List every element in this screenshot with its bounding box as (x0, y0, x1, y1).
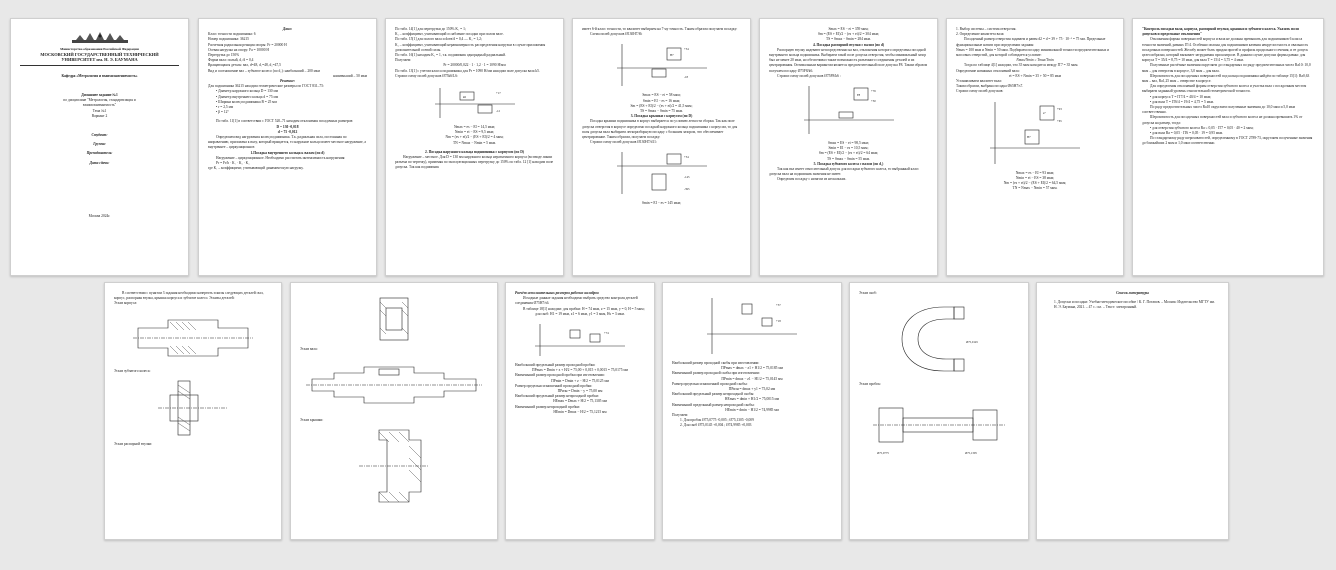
calc-line: Nm = (es + ei)/2 − (ES + EI)/2 = 64,5 мкм; (1003, 181, 1067, 186)
list-item: • для вала T = IT6/4 = 19/4 = 4,75 = 5 мкм. (1142, 100, 1314, 105)
deviation: D = 130 -0,018 (276, 124, 299, 129)
group-label: Группа: (93, 142, 106, 147)
text-line: По табл. 13[1] с учетом класса подшипника для Pr = 1090 Н/мм находим поле допуска вала k5. (395, 68, 540, 73)
calc-line: Наибольший предельный размер непроходной пробки: (515, 394, 599, 399)
page-3-calc (385, 18, 564, 276)
paragraph: Для определения отклонений формы отверстия зубчатого колеса и участка вала с посадочным местом выбираем заданный уровень относительной геометрической точности. (1142, 84, 1307, 94)
paragraph: Нагружение – местное. Для D = 130 мм наружного кольца неразъемного корпуса (во вводе линии разъема по чертежу), применяя по эксплуатационных перегрузку до 150% по табл. 12 [1] находим поле допуска. Так как подшипник (395, 155, 554, 170)
given-line: Номер подшипника: 36215 (208, 37, 249, 42)
svg-text:s7: s7 (1043, 110, 1046, 115)
svg-text:k6: k6 (462, 95, 466, 100)
text-line: K₂ – коэффициент, учитывающий ослабление посадки при полом вале. (395, 32, 504, 37)
calc-line: Sm = (ES + EI)/2 − (es + ei)/2 = 41,5 мкм; (630, 103, 693, 108)
page-1-title (10, 18, 189, 276)
dimension-item: • Диаметр внутреннего кольца d = 75 мм (208, 95, 367, 100)
calc-line: Наибольший размер проходной скобы при изготовлении: (672, 361, 760, 365)
calc-line: ПРmin = Dmin + z − H/2 = 75,0125 мм (551, 378, 609, 383)
paragraph: По ряду предпочтительных чисел Ra10 округляем полученные значения до 10,0 мкм и 5,0 мкм соответственно. (1142, 105, 1296, 115)
svg-text:H7: H7 (669, 53, 674, 58)
paragraph: Шероховатость для посадочных поверхностей под кольца подшипника найдём по таблице 15[1]: Ra0,63 мкм – вал, Ra1,25 мкм – отверстие в корпусе. (1142, 73, 1310, 84)
list-item: • для корпуса T = IT7/4 = 40/4 = 10 мкм; (1142, 95, 1314, 100)
paragraph: где K₁ – коэффициент, учитывающий динамическую нагрузку. (208, 166, 304, 171)
page-8-sketches (104, 282, 282, 540)
svg-text:+30: +30 (870, 99, 876, 104)
page-12-gauge-sketches (849, 282, 1029, 540)
svg-text:-18: -18 (683, 75, 688, 80)
calc-line: Smin = EI − es = 10,5 мкм; (828, 146, 869, 151)
text-line: Строим схему полей допусков Ø130H7/d11: (590, 140, 657, 145)
calc-line: НЕmin = Dmax − H/2 = 75,1215 мм (553, 409, 607, 414)
university-line-1: МОСКОВСКИЙ ГОСУДАРСТВЕННЫЙ ТЕХНИЧЕСКИЙ (40, 51, 159, 57)
gauge-tolerance-figure (702, 294, 802, 358)
calc-line: Наименьший предельный размер непроходной скобы: (672, 402, 755, 407)
paragraph: Исходные данные задания необходимо выбрать средство контроля деталей соединения Ø75H7/s6. (515, 296, 638, 306)
text-line: По табл. 14[1] для перегрузки до 150% K₁ = 1; (395, 27, 466, 31)
discipline-1: по дисциплине "Метрология, стандартизация и (63, 98, 136, 103)
calc-line: Наибольший предельный размер непроходной скобы: (672, 392, 755, 397)
calc-line: TN = Nmax − Nmin = 5 мкм. (452, 140, 497, 145)
calc-line: Наименьший размер проходной пробки при изготовлении: (515, 373, 605, 378)
text-line: По табл. 15[1] для полого вала и dотв/d = 0,4 — K₂ = 1,2; (395, 37, 482, 42)
paragraph: Нагружение – циркуляционное. Необходимо рассчитать интенсивность нагружения: (216, 155, 346, 160)
svg-text:H7: H7 (1027, 134, 1031, 139)
svg-text:+74: +74 (604, 331, 609, 336)
caption-plug-gauge: Эскиз пробок: (859, 382, 881, 387)
solution-intro: Для подшипника 36215 находим геометрические размеры по ГОСТ 831–75: (208, 84, 325, 89)
dimension-item: • β = 12° (208, 110, 367, 115)
paragraph: По табл. 11[1] в соответствии с ГОСТ 520–71 находим отклонения посадочных размеров: (216, 119, 354, 124)
caption-gear: Эскиз зубчатого колеса: (114, 368, 151, 373)
calc-line: Smax = ES − ei = 58 мкм; (642, 93, 681, 98)
text-line: Схема полей допусков Ø130H7/l6: (590, 32, 643, 37)
given-line: Класс точности подшипника: 6 (208, 32, 256, 37)
deviation: d = 75 -0,012 (277, 129, 298, 134)
solution-heading: Решение: (279, 79, 296, 84)
student-label: Студент: (91, 133, 108, 137)
svg-text:+65: +65 (1057, 118, 1062, 123)
caption-sleeve: Эскиз распорной втулки: (114, 441, 153, 446)
caption-cover: Эскиз крышки: (300, 418, 324, 423)
university-line-2: УНИВЕРСИТЕТ им. Н. Э. БАУМАНА (61, 57, 138, 63)
plug-gauge-dim-2: Ø75,1305 (965, 451, 977, 456)
svg-text:+18: +18 (776, 319, 781, 323)
calc-line: Получаем: (672, 413, 689, 418)
gear-sketch (148, 377, 238, 439)
text-line: Устанавливаем квалитет вала: (956, 79, 1002, 84)
svg-text:-145: -145 (683, 175, 689, 180)
text-line: Получаем: (395, 58, 412, 63)
section-heading: "Контроль посадки вала, корпуса, распорной втулки, крышки и зубчатого колеса. Указать поля допусков и предельные отклонения" (1142, 27, 1299, 37)
page-2-given (198, 18, 377, 276)
subheading: 5. Посадка зубчатого колеса с валом (по d₂) (813, 161, 884, 166)
svg-text:+54: +54 (683, 47, 689, 52)
snap-gauge-sketch (884, 299, 994, 379)
given-line: Форма вала: полый, d₁/d = 0,4 (208, 58, 254, 63)
calc-line: Nm = (es + ei)/2 − (ES + EI)/2 = 4 мкм; (445, 135, 504, 140)
given-line: наименьший – 50 мкм (333, 73, 367, 78)
page-7-control (1132, 18, 1324, 276)
dimension-item: • Ширина колец подшипника B = 25 мм (208, 100, 367, 105)
page-5-calc (759, 18, 938, 276)
university-logo (70, 31, 130, 45)
svg-text:+17: +17 (495, 91, 501, 96)
formula: Nmax/Nmin ≥ Tmax/Tmin (1016, 58, 1054, 63)
calc-line: НЕmax = dmin + H1/2 = 75,0015 мм (724, 397, 780, 402)
paragraph: В соответствии с пунктом 3 задания необходимо начертить эскизы следующих деталей: вал, корпус, распорная втулка, крышка корпуса и зубчатое колесо. Эскизы деталей: (114, 291, 264, 301)
text-line: Строим схему полей допусков Ø75k6/L6: (395, 73, 459, 78)
calc-line: Smin = EI − es = 145 мкм; (641, 201, 682, 206)
text-line: Определение натяжных отклонений вала: (956, 68, 1020, 73)
formula: Pr = Fr/b · K₁ · K₂ · K₃ (216, 161, 250, 166)
title-divider (20, 65, 179, 66)
calc-line: Nmin = ei − ES = 9,5 мкм; (454, 130, 495, 135)
caption-shaft: Эскиз вала: (300, 347, 318, 351)
formula: ei = ES + Nmin = 35 + 50 = 85 мкм (1008, 73, 1062, 78)
text-line: 1. Выбор системы – система отверстия. (956, 27, 1017, 31)
snap-gauge-dim: Ø75,0145 (966, 340, 978, 345)
calc-line: НЕmin = dmin − H1/2 = 74,9985 мм (725, 407, 779, 412)
calc-line: Smax = ES − ei = 98,5 мкм; (828, 141, 869, 146)
text-line: Строим схему полей допусков Ø75F8/k6 : (777, 73, 841, 78)
formula: Pr = 20000/0,022 · 1 · 1,2 · 1 = 1090 Н/мм (443, 63, 506, 68)
calc-line: Размер предельно изношенной проходной пробки: (515, 383, 593, 388)
sleeve-sketch (364, 294, 424, 344)
dimension-item: • Диаметр наружного кольца D = 130 мм (208, 89, 367, 94)
calc-line: ПРmax = Dmin + z + H/2 = 75,00 + 0,015 + 0,0015 = 75,0175 мм (532, 368, 628, 373)
paragraph: Распорную втулку надевают непосредственно на вал, отклонения которого определены посадкой внутреннего кольца подшипника. Выбираем такой поле допуска отверстия, чтобы минимальный зазор был не менее 20 мкм, но обеспечивал также возможность разъемного соединения деталей и их центрирования. Оптимальным вариантом является предпочтительный поле допуска F8. Таким образом получаем посадку Ø75F8/k6. (769, 47, 928, 73)
shaft-sketch (304, 355, 484, 415)
section-heading: Расчёт исполнительных размеров рабочих калибров (515, 291, 599, 295)
svg-text:+54: +54 (683, 155, 689, 160)
paragraph: Шероховатость для посадочных поверхностей вала и зубчатого колеса не должна превышать 1% от допуска на размер, тогда: (1142, 115, 1303, 125)
paragraph: Определим посадку с натягом из нескольких. (777, 177, 847, 182)
text-line: имеет 6-й класс точности, то квалитет выбираем на 7-ну точность. Таким образом получаем посадку: (582, 27, 738, 31)
text-line: Строим схему полей допусков: (956, 89, 1004, 94)
calc-line: Размер предельно изношенной проходной скобы: (672, 381, 748, 386)
tolerance-scheme-figure (612, 148, 712, 198)
variant: Вариант 2 (91, 113, 108, 118)
calc-line: Sm = (ES + EI)/2 − (es + ei)/2 = 304 мкм; (817, 32, 880, 37)
calc-line: Наименьший размер непроходной пробки: (515, 404, 581, 409)
calc-line: 2. Для скоб Ø75,0145 +0,004 ; Ø74,9985 +0,003 (680, 423, 752, 428)
tolerance-scheme-figure (612, 40, 712, 90)
paragraph: Определяем вид нагружения колец подшипника. Т.к. радиальная сила, постоянная по направлению, приложена к валу, который вращается, то наружное кольцо имеет местное нагружение, а внутреннее – циркуляционное. (208, 135, 366, 150)
tolerance-scheme-figure (430, 82, 520, 122)
text-line: K₃ – коэффициент, учитывающий неравномерность распределения нагрузки в случае приложения дополнительной осевой силы. (395, 42, 546, 52)
city-year: Москва 2024г. (88, 213, 111, 218)
calc-line: ПРmax = dmax − z1 + H1/2 = 75,0185 мм (721, 366, 783, 371)
calc-line: Nmax = es − EI = 14,5 мкм; (453, 125, 496, 130)
calc-line: ПРизн = Dmin − y = 75,00 мм (557, 389, 603, 394)
given-line: Вид и соотношение вал – зубчатое колесо (по d₂): наибольший – 200 мкм (208, 68, 320, 73)
text-line: По табл. 16[1] находим K₃ = 1, т.к. подшипник однорядный радиальный. (395, 53, 506, 58)
page-9-sketches (290, 282, 498, 540)
calc-line: TS = Smax − Smin = 55 мкм. (826, 156, 871, 161)
page-11-gauges (662, 282, 842, 540)
tolerance-scheme-figure (985, 98, 1085, 168)
svg-text:-12: -12 (495, 109, 500, 114)
given-line: Перегрузка до 150% (208, 53, 240, 58)
given-line: Осевая нагрузка на опору: Fa = 10000 Н (208, 47, 269, 52)
tolerance-scheme-figure (799, 82, 899, 138)
text-line: 2. Определение квалитета вала: (956, 32, 1005, 37)
calc-line: Наибольший предельный размер проходной пробки: (515, 363, 596, 368)
paragraph: По стандартному ряду шероховатостей, определенному в ГОСТ 2789-73, округляем полученные значения до ближайших 2 мкм и 1,0 мкм соответственно. (1142, 136, 1313, 146)
gauge-tolerance-figure (530, 320, 630, 360)
dimension-item: • r = 2,5 мм (208, 105, 367, 110)
task-number: Тема №1 (92, 108, 107, 113)
given-heading: Дано: (282, 27, 293, 31)
caption-housing: Эскиз корпуса: (114, 301, 138, 306)
text-line: Таким образом, выбрана посадка Ø65H7/s7. (956, 84, 1024, 89)
text-line: Тогда по таблице 4[1] находим, что 35 мкм находится между IT7 = 35 мкм. (964, 63, 1079, 68)
calc-line: Smax = ES − ei = 359 мкм; (828, 27, 869, 31)
department: Кафедра «Метрология и взаимозаменяемость» (61, 73, 138, 78)
ministry: Министерство образования Российской Федерации (60, 47, 139, 51)
calc-line: Sm = (ES + EI)/2 − (es + ei)/2 = 64 мкм; (818, 151, 879, 156)
page-10-gauges (505, 282, 655, 540)
paragraph: Посадка крышки подшипника в корпус выбирается по условию легкости сборки. Так как поле допуска отверстия в корпусе определено посадкой наружного кольца подшипника с корпусом, то для поля допуска вала выбираем легкоразборную посадку с большим зазором, что обеспечивает центрирование. Таким образом, получаем посадку: (582, 119, 738, 140)
plug-gauge-sketch (869, 390, 1009, 460)
list-item: • для отверстия зубчатого колеса Ra ≤ 0,05 · IT7 = 0,05 · 40 = 2 мкм; (1142, 126, 1314, 131)
subheading: 4. Посадка распорной втулки с валом (по d) (812, 42, 885, 47)
page-6-calc (946, 18, 1124, 276)
list-item: • для вала Ra = 0,05 · IT6 = 0,05 · 19 = 0,95 мкм. (1142, 131, 1314, 136)
plug-gauge-dim-1: Ø75,0775 (877, 451, 889, 456)
calc-line: TS = Smax − Smin = 284 мкм. (826, 37, 871, 42)
assignment-title: Домашнее задание №1 (81, 92, 118, 97)
subheading: 3. Посадка крышки с корпусом (по D) (630, 114, 693, 119)
caption-snap-gauge: Эскиз скоб: (859, 291, 877, 295)
calc-line: Nmax = es − EI = 93 мкм; (1015, 170, 1055, 175)
given-line: Вращающаяся деталь: вал, d=48, d₁=48, d₂=47,5 (208, 63, 281, 68)
discipline-2: взаимозаменяемость" (82, 103, 117, 108)
teacher-label: Преподаватель: (86, 151, 113, 156)
calc-line: Smin = EI − es = 16 мкм; (642, 98, 681, 103)
calc-line: ПРизн = dmax + y1 = 75,02 мм (728, 387, 776, 392)
calc-line: ПРmin = dmax − z1 − H1/2 = 75,0145 мм (721, 376, 783, 381)
given-line: Расчетная радиальная реакция опоры: Fr = 20000 Н (208, 42, 287, 47)
housing-sketch (128, 310, 258, 366)
page-13-references (1036, 282, 1229, 540)
paragraph: Так как вал имеет относительный допуск для посадки зубчатого колеса, то выбранный класс допуска вала на подшипник значения не имеет. (769, 167, 919, 177)
calc-line: 1. Для пробок Ø75,0775 -0,005 ; Ø75,1305 -0,009 (680, 418, 754, 423)
svg-text:-395: -395 (683, 187, 689, 192)
calc-line: Наименьший размер проходной скобы при изготовлении: (672, 371, 760, 376)
subheading: 1.Посадка внутреннего кольца к валам (по d) (250, 150, 325, 155)
calc-line: TN = Nmax − Nmin = 57 мкм. (1012, 186, 1058, 191)
svg-text:+93: +93 (1057, 106, 1062, 111)
references-heading: Список литературы (1116, 291, 1149, 295)
subheading: 2. Посадка наружного кольца подшипника с корпусом (по D) (425, 149, 524, 154)
page-4-calc (572, 18, 751, 276)
paragraph: В таблице 18[1] находим: для пробки: H = 74 мкм, z = 15 мкм, y = 0, H = 5 мкм; (523, 306, 645, 311)
calc-line: TS = Smax − Smin = 75 мкм. (639, 109, 684, 114)
paragraph: для скоб: H1 = 19 мкм, z1 = 6 мкм, y1 = 3 мкм, Hs = 3 мкм. (535, 311, 625, 316)
svg-text:+37: +37 (776, 303, 781, 307)
svg-text:F8: F8 (856, 93, 860, 98)
cover-sketch (349, 426, 439, 506)
reference-item: 1. Допуски и посадки: Учебно-методическое пособие / К. Г. Потапов. – Москва: Издательство МГТУ им. Н. Э. Баумана, 2021. – 47 с.: ил. – Текст: электронный. (1054, 300, 1215, 310)
paragraph: Nmax = 100 мкм и Nmin = 50 мкм. Подбираем посадку минимальной точности предпочтительных и массовых отверстий, для которой соблюдается условие: (956, 47, 1110, 58)
svg-text:+76: +76 (870, 89, 876, 94)
paragraph: Отклонения формы поверхностей корпуса и вала не должны превышать для подшипников 6 класса точности значений, равных IT/4. Особенно опасны для подшипников качения некруглостность и овальность посадочных поверхностей. Желобу может быть придан прогиб и профиль продольного сечения, и ее допуск целесообразно, который вызывает затруднения при контроле. В данном случае допуски формы равны: для корпуса T = 35/4 = 8,75 = 10 мкм, для вала T = 15/4 = 3,75 = 4 мкм. (1142, 37, 1309, 63)
paragraph: Посадочный размер отверстия задаваем и равен d2 = d = 39 + 75 · 10⁻³ = 75 мм. Предельные функциональные натяги при определении задания: (956, 37, 1106, 47)
calc-line: НЕmax = Dmax + H/2 = 75,1305 мм (553, 399, 607, 404)
paragraph: Полученные расчётные значения округляем до стандартных по ряду предпочтительных чисел Ra10: 10,0 мкм – для отверстия в корпусе, 3,0 мкм – для вала. (1142, 63, 1311, 73)
calc-line: Nmin = ei − ES = 38 мкм; (1015, 175, 1055, 180)
date-label: Дата сдачи: (89, 160, 110, 165)
